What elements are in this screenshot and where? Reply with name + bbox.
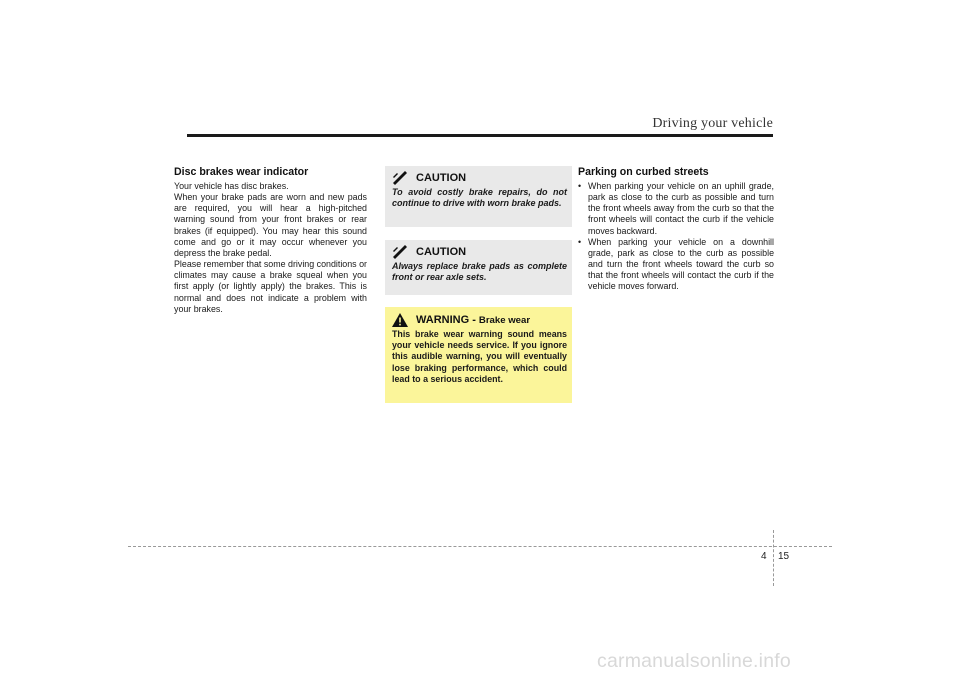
list-item: • When parking your vehicle on an uphill grade, park as close to the curb as possible and turn the front wheels away from the curb so that the front wheels will contact the curb if the vehicle moves backward. [578,181,774,236]
footer-divider [773,530,774,586]
disc-brakes-section [174,166,367,315]
warning-triangle-icon [392,313,408,327]
caution-title: CAUTION [416,246,467,258]
list-item: • When parking your vehicle on a downhill grade, park as close to the curb as possible and turn the front wheels toward the curb so that the front wheels will contact the curb if the vehicle moves forward. [578,236,774,292]
paragraph: Please remember that some driving conditions or climates may cause a brake squeal when you first apply (or lightly apply) the brakes. This is normal and does not indicate a problem with your brakes. [174,259,367,314]
caution-text: Always replace brake pads as complete front or rear axle sets. [392,261,567,283]
section-heading: Parking on curbed streets [578,166,709,178]
chapter-number: 4 [761,551,767,562]
caution-title: CAUTION [416,172,467,184]
caution-slash-icon [392,171,408,185]
caution-slash-icon [392,245,408,259]
header-rule [187,134,773,137]
warning-title: WARNING - [416,314,476,326]
watermark: carmanualsonline.info [597,650,791,672]
footer-rule [128,546,832,547]
running-header: Driving your vehicle [652,116,773,131]
bullet-list [578,181,774,293]
page-number: 15 [778,551,790,562]
caution-box [385,166,572,227]
paragraph: When your brake pads are worn and new pads are required, you will hear a high-pitched warning sound from your front brakes or rear brakes (if equipped). You may hear this sound come and go or it may occur whenever you depress the brake pedal. [174,192,367,258]
parking-section [578,166,774,293]
caution-text: To avoid costly brake repairs, do not continue to drive with worn brake pads. [392,187,567,209]
caution-box [385,240,572,295]
section-heading: Disc brakes wear indicator [174,166,309,178]
paragraph: Your vehicle has disc brakes. [174,181,289,191]
warning-box [385,307,572,403]
warning-subtitle: Brake wear [478,314,531,326]
warning-text: This brake wear warning sound means your vehicle needs service. If you ignore this audible warning, you will eventually lose braking performance, which could lead to a serious accident. [392,329,567,384]
